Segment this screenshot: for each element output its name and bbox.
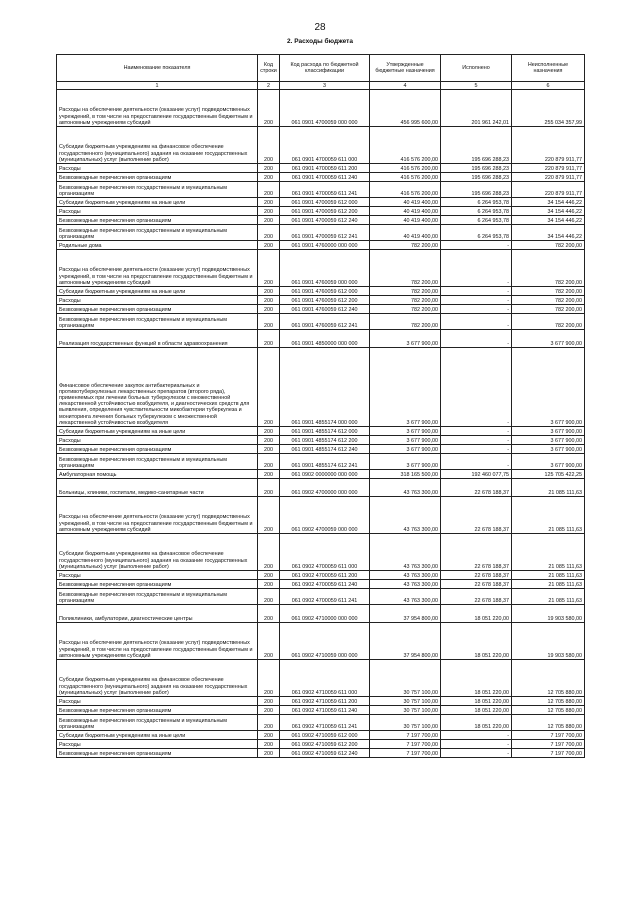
header-line-code: Код строки bbox=[258, 55, 280, 82]
row-unexecuted-amount: 7 197 700,00 bbox=[512, 740, 585, 749]
header-unexecuted: Неисполненные назначения bbox=[512, 55, 585, 82]
row-classification-code: 061 0902 0000000 000 000 bbox=[280, 470, 370, 479]
row-unexecuted-amount: 220 879 911,77 bbox=[512, 182, 585, 198]
header-name: Наименование показателя bbox=[57, 55, 258, 82]
row-name: Безвозмездные перечисления организациям bbox=[57, 173, 258, 182]
row-line-code: 200 bbox=[258, 623, 280, 660]
row-name: Безвозмездные перечисления государственным и муниципальным организациям bbox=[57, 454, 258, 470]
row-unexecuted-amount: 34 154 446,22 bbox=[512, 216, 585, 225]
row-executed-amount: 22 678 188,37 bbox=[441, 479, 512, 497]
row-name: Расходы bbox=[57, 740, 258, 749]
row-executed-amount: - bbox=[441, 250, 512, 287]
row-line-code: 200 bbox=[258, 427, 280, 436]
row-approved-amount: 782 200,00 bbox=[370, 241, 441, 250]
row-line-code: 200 bbox=[258, 445, 280, 454]
row-name: Расходы bbox=[57, 296, 258, 305]
row-approved-amount: 782 200,00 bbox=[370, 296, 441, 305]
row-unexecuted-amount: 782 200,00 bbox=[512, 305, 585, 314]
row-name: Реализация государственных функций в области здравоохранения bbox=[57, 330, 258, 348]
table-row bbox=[57, 164, 585, 173]
row-name: Расходы bbox=[57, 164, 258, 173]
table-row bbox=[57, 173, 585, 182]
row-line-code: 200 bbox=[258, 706, 280, 715]
row-unexecuted-amount: 3 677 900,00 bbox=[512, 427, 585, 436]
row-name: Финансовое обеспечение закупок антибактериальных и противотуберкулезных лекарственных препаратов (второго ряда), применяемых при лечении больных туберкулезом с множественной лекарственной устойчивостью возбудителя, и диагностических средств для выявления, определения чувствительности микобактерии туберкулеза и мониторинга лечения больных туберкулезом с множественной лекарственной устойчивостью возбудителя bbox=[57, 348, 258, 427]
row-unexecuted-amount: 12 705 880,00 bbox=[512, 706, 585, 715]
row-approved-amount: 43 763 300,00 bbox=[370, 497, 441, 534]
row-name: Расходы bbox=[57, 697, 258, 706]
row-classification-code: 061 0901 4855174 612 241 bbox=[280, 454, 370, 470]
column-number: 4 bbox=[370, 82, 441, 90]
row-line-code: 200 bbox=[258, 198, 280, 207]
row-classification-code: 061 0901 4855174 612 000 bbox=[280, 427, 370, 436]
table-row bbox=[57, 740, 585, 749]
table-row bbox=[57, 534, 585, 571]
row-name: Расходы на обеспечение деятельности (оказание услуг) подведомственных учреждений, в том числе на предоставление государственным бюджетным и автономным учреждениям субсидий bbox=[57, 497, 258, 534]
row-line-code: 200 bbox=[258, 296, 280, 305]
row-approved-amount: 416 576 200,00 bbox=[370, 164, 441, 173]
row-executed-amount: 195 696 288,23 bbox=[441, 127, 512, 164]
row-line-code: 200 bbox=[258, 605, 280, 623]
row-approved-amount: 3 677 900,00 bbox=[370, 454, 441, 470]
row-name: Субсидии бюджетным учреждениям на финансовое обеспечение государственного (муниципального) задания на оказание государственных (муниципальных) услуг (выполнение работ) bbox=[57, 127, 258, 164]
row-unexecuted-amount: 3 677 900,00 bbox=[512, 330, 585, 348]
row-name: Расходы bbox=[57, 436, 258, 445]
table-row bbox=[57, 225, 585, 241]
row-approved-amount: 456 995 600,00 bbox=[370, 90, 441, 127]
row-approved-amount: 7 197 700,00 bbox=[370, 731, 441, 740]
row-classification-code: 061 0901 4700059 611 240 bbox=[280, 173, 370, 182]
row-name: Расходы на обеспечение деятельности (оказание услуг) подведомственных учреждений, в том числе на предоставление государственным бюджетным и автономным учреждениям субсидий bbox=[57, 623, 258, 660]
expenditure-table bbox=[56, 54, 585, 758]
table-row bbox=[57, 241, 585, 250]
row-line-code: 200 bbox=[258, 580, 280, 589]
table-row bbox=[57, 497, 585, 534]
row-executed-amount: 195 696 288,23 bbox=[441, 182, 512, 198]
row-executed-amount: - bbox=[441, 287, 512, 296]
table-row bbox=[57, 250, 585, 287]
table-row bbox=[57, 127, 585, 164]
row-unexecuted-amount: 220 879 911,77 bbox=[512, 173, 585, 182]
row-unexecuted-amount: 782 200,00 bbox=[512, 314, 585, 330]
row-line-code: 200 bbox=[258, 90, 280, 127]
row-unexecuted-amount: 3 677 900,00 bbox=[512, 348, 585, 427]
row-executed-amount: - bbox=[441, 731, 512, 740]
row-name: Субсидии бюджетным учреждениям на финансовое обеспечение государственного (муниципального) задания на оказание государственных (муниципальных) услуг (выполнение работ) bbox=[57, 660, 258, 697]
row-executed-amount: - bbox=[441, 454, 512, 470]
row-line-code: 200 bbox=[258, 216, 280, 225]
row-unexecuted-amount: 782 200,00 bbox=[512, 241, 585, 250]
row-executed-amount: 201 961 242,01 bbox=[441, 90, 512, 127]
table-row bbox=[57, 90, 585, 127]
row-unexecuted-amount: 3 677 900,00 bbox=[512, 454, 585, 470]
row-classification-code: 061 0901 4700059 000 000 bbox=[280, 90, 370, 127]
row-classification-code: 061 0902 4710000 000 000 bbox=[280, 605, 370, 623]
row-line-code: 200 bbox=[258, 454, 280, 470]
row-classification-code: 061 0901 4700059 611 200 bbox=[280, 164, 370, 173]
row-approved-amount: 782 200,00 bbox=[370, 305, 441, 314]
row-classification-code: 061 0901 4855174 612 200 bbox=[280, 436, 370, 445]
row-approved-amount: 7 197 700,00 bbox=[370, 740, 441, 749]
row-classification-code: 061 0902 4710059 612 240 bbox=[280, 749, 370, 758]
row-name: Расходы bbox=[57, 571, 258, 580]
row-unexecuted-amount: 34 154 446,22 bbox=[512, 198, 585, 207]
row-unexecuted-amount: 21 085 111,63 bbox=[512, 497, 585, 534]
row-line-code: 200 bbox=[258, 697, 280, 706]
row-name: Безвозмездные перечисления организациям bbox=[57, 445, 258, 454]
table-row bbox=[57, 287, 585, 296]
header-classification: Код расхода по бюджетной классификации bbox=[280, 55, 370, 82]
row-classification-code: 061 0901 4700059 612 200 bbox=[280, 207, 370, 216]
row-name: Расходы на обеспечение деятельности (оказание услуг) подведомственных учреждений, в том числе на предоставление государственным бюджетным и автономным учреждениям субсидий bbox=[57, 90, 258, 127]
row-line-code: 200 bbox=[258, 241, 280, 250]
row-classification-code: 061 0901 4760059 612 240 bbox=[280, 305, 370, 314]
row-approved-amount: 318 165 500,00 bbox=[370, 470, 441, 479]
row-approved-amount: 43 763 300,00 bbox=[370, 479, 441, 497]
row-executed-amount: 192 460 077,75 bbox=[441, 470, 512, 479]
row-unexecuted-amount: 21 085 111,63 bbox=[512, 589, 585, 605]
row-name: Безвозмездные перечисления организациям bbox=[57, 216, 258, 225]
row-unexecuted-amount: 782 200,00 bbox=[512, 250, 585, 287]
row-line-code: 200 bbox=[258, 715, 280, 731]
row-executed-amount: - bbox=[441, 740, 512, 749]
header-executed: Исполнено bbox=[441, 55, 512, 82]
row-unexecuted-amount: 19 903 580,00 bbox=[512, 605, 585, 623]
row-name: Безвозмездные перечисления организациям bbox=[57, 749, 258, 758]
row-unexecuted-amount: 220 879 911,77 bbox=[512, 164, 585, 173]
row-classification-code: 061 0902 4710059 611 240 bbox=[280, 706, 370, 715]
row-approved-amount: 40 419 400,00 bbox=[370, 207, 441, 216]
table-row bbox=[57, 623, 585, 660]
row-executed-amount: - bbox=[441, 749, 512, 758]
row-line-code: 200 bbox=[258, 250, 280, 287]
row-name: Больницы, клиники, госпитали, медико-санитарные части bbox=[57, 479, 258, 497]
row-executed-amount: 18 051 220,00 bbox=[441, 697, 512, 706]
row-line-code: 200 bbox=[258, 660, 280, 697]
row-unexecuted-amount: 12 705 880,00 bbox=[512, 697, 585, 706]
table-row bbox=[57, 749, 585, 758]
row-approved-amount: 30 757 100,00 bbox=[370, 697, 441, 706]
row-name: Амбулаторная помощь bbox=[57, 470, 258, 479]
row-approved-amount: 416 576 200,00 bbox=[370, 173, 441, 182]
row-line-code: 200 bbox=[258, 470, 280, 479]
row-executed-amount: - bbox=[441, 427, 512, 436]
row-classification-code: 061 0902 4700059 000 000 bbox=[280, 497, 370, 534]
row-unexecuted-amount: 21 085 111,63 bbox=[512, 580, 585, 589]
table-body bbox=[57, 90, 585, 758]
row-approved-amount: 3 677 900,00 bbox=[370, 348, 441, 427]
row-line-code: 200 bbox=[258, 348, 280, 427]
table-row bbox=[57, 571, 585, 580]
row-executed-amount: - bbox=[441, 305, 512, 314]
row-name: Субсидии бюджетным учреждениям на иные цели bbox=[57, 287, 258, 296]
row-classification-code: 061 0901 4700059 612 000 bbox=[280, 198, 370, 207]
row-line-code: 200 bbox=[258, 740, 280, 749]
row-approved-amount: 3 677 900,00 bbox=[370, 445, 441, 454]
row-approved-amount: 40 419 400,00 bbox=[370, 198, 441, 207]
table-row bbox=[57, 427, 585, 436]
row-classification-code: 061 0901 4855174 000 000 bbox=[280, 348, 370, 427]
row-unexecuted-amount: 782 200,00 bbox=[512, 287, 585, 296]
row-executed-amount: 18 051 220,00 bbox=[441, 706, 512, 715]
table-row bbox=[57, 198, 585, 207]
row-name: Безвозмездные перечисления государственным и муниципальным организациям bbox=[57, 314, 258, 330]
row-classification-code: 061 0901 4760059 612 200 bbox=[280, 296, 370, 305]
row-executed-amount: 18 051 220,00 bbox=[441, 715, 512, 731]
row-executed-amount: - bbox=[441, 330, 512, 348]
row-classification-code: 061 0901 4760059 612 000 bbox=[280, 287, 370, 296]
row-approved-amount: 40 419 400,00 bbox=[370, 225, 441, 241]
row-approved-amount: 30 757 100,00 bbox=[370, 706, 441, 715]
row-executed-amount: 22 678 188,37 bbox=[441, 580, 512, 589]
row-line-code: 200 bbox=[258, 305, 280, 314]
table-row bbox=[57, 605, 585, 623]
row-executed-amount: 6 264 953,78 bbox=[441, 225, 512, 241]
row-classification-code: 061 0901 4850000 000 000 bbox=[280, 330, 370, 348]
row-name: Безвозмездные перечисления организациям bbox=[57, 580, 258, 589]
row-classification-code: 061 0902 4710059 611 000 bbox=[280, 660, 370, 697]
row-executed-amount: 22 678 188,37 bbox=[441, 497, 512, 534]
column-number: 5 bbox=[441, 82, 512, 90]
row-approved-amount: 3 677 900,00 bbox=[370, 427, 441, 436]
table-row bbox=[57, 479, 585, 497]
row-line-code: 200 bbox=[258, 731, 280, 740]
row-executed-amount: - bbox=[441, 348, 512, 427]
row-classification-code: 061 0902 4710059 611 200 bbox=[280, 697, 370, 706]
row-classification-code: 061 0901 4700059 611 000 bbox=[280, 127, 370, 164]
row-unexecuted-amount: 255 034 357,99 bbox=[512, 90, 585, 127]
table-row bbox=[57, 296, 585, 305]
table-row bbox=[57, 348, 585, 427]
row-classification-code: 061 0902 4710059 611 241 bbox=[280, 715, 370, 731]
row-executed-amount: 18 051 220,00 bbox=[441, 660, 512, 697]
row-executed-amount: 6 264 953,78 bbox=[441, 207, 512, 216]
table-row bbox=[57, 697, 585, 706]
row-name: Субсидии бюджетным учреждениям на финансовое обеспечение государственного (муниципального) задания на оказание государственных (муниципальных) услуг (выполнение работ) bbox=[57, 534, 258, 571]
row-approved-amount: 416 576 200,00 bbox=[370, 127, 441, 164]
table-row bbox=[57, 589, 585, 605]
row-unexecuted-amount: 3 677 900,00 bbox=[512, 445, 585, 454]
row-name: Безвозмездные перечисления государственным и муниципальным организациям bbox=[57, 225, 258, 241]
row-executed-amount: 195 696 288,23 bbox=[441, 164, 512, 173]
row-classification-code: 061 0901 4700059 612 241 bbox=[280, 225, 370, 241]
row-unexecuted-amount: 19 903 580,00 bbox=[512, 623, 585, 660]
row-approved-amount: 3 677 900,00 bbox=[370, 330, 441, 348]
row-unexecuted-amount: 3 677 900,00 bbox=[512, 436, 585, 445]
table-row bbox=[57, 216, 585, 225]
row-classification-code: 061 0901 4760000 000 000 bbox=[280, 241, 370, 250]
row-executed-amount: - bbox=[441, 314, 512, 330]
row-classification-code: 061 0902 4700000 000 000 bbox=[280, 479, 370, 497]
row-line-code: 200 bbox=[258, 571, 280, 580]
row-line-code: 200 bbox=[258, 127, 280, 164]
row-executed-amount: - bbox=[441, 436, 512, 445]
row-name: Безвозмездные перечисления организациям bbox=[57, 706, 258, 715]
row-line-code: 200 bbox=[258, 479, 280, 497]
column-number: 6 bbox=[512, 82, 585, 90]
column-number-row bbox=[57, 82, 585, 90]
row-executed-amount: 195 696 288,23 bbox=[441, 173, 512, 182]
row-approved-amount: 43 763 300,00 bbox=[370, 580, 441, 589]
row-name: Поликлиники, амбулатории, диагностические центры bbox=[57, 605, 258, 623]
row-name: Расходы на обеспечение деятельности (оказание услуг) подведомственных учреждений, в том числе на предоставление государственным бюджетным и автономным учреждениям субсидий bbox=[57, 250, 258, 287]
table-row bbox=[57, 660, 585, 697]
row-executed-amount: 22 678 188,37 bbox=[441, 571, 512, 580]
column-number: 2 bbox=[258, 82, 280, 90]
row-name: Безвозмездные перечисления государственным и муниципальным организациям bbox=[57, 589, 258, 605]
row-approved-amount: 30 757 100,00 bbox=[370, 660, 441, 697]
row-line-code: 200 bbox=[258, 436, 280, 445]
table-row bbox=[57, 305, 585, 314]
table-row bbox=[57, 314, 585, 330]
table-row bbox=[57, 454, 585, 470]
column-number: 1 bbox=[57, 82, 258, 90]
row-line-code: 200 bbox=[258, 182, 280, 198]
row-name: Субсидии бюджетным учреждениям на иные цели bbox=[57, 731, 258, 740]
row-line-code: 200 bbox=[258, 314, 280, 330]
header-approved: Утвержденные бюджетные назначения bbox=[370, 55, 441, 82]
row-line-code: 200 bbox=[258, 164, 280, 173]
row-name: Родильные дома bbox=[57, 241, 258, 250]
section-title: 2. Расходы бюджета bbox=[287, 38, 353, 45]
row-line-code: 200 bbox=[258, 225, 280, 241]
row-classification-code: 061 0902 4700059 611 200 bbox=[280, 571, 370, 580]
row-name: Безвозмездные перечисления государственным и муниципальным организациям bbox=[57, 182, 258, 198]
row-approved-amount: 782 200,00 bbox=[370, 287, 441, 296]
table-row bbox=[57, 706, 585, 715]
row-approved-amount: 37 954 800,00 bbox=[370, 605, 441, 623]
row-approved-amount: 43 763 300,00 bbox=[370, 534, 441, 571]
row-unexecuted-amount: 782 200,00 bbox=[512, 296, 585, 305]
row-classification-code: 061 0901 4700059 611 241 bbox=[280, 182, 370, 198]
row-classification-code: 061 0902 4710059 000 000 bbox=[280, 623, 370, 660]
row-line-code: 200 bbox=[258, 589, 280, 605]
row-approved-amount: 30 757 100,00 bbox=[370, 715, 441, 731]
row-unexecuted-amount: 34 154 446,22 bbox=[512, 225, 585, 241]
row-classification-code: 061 0902 4710059 612 200 bbox=[280, 740, 370, 749]
row-executed-amount: 22 678 188,37 bbox=[441, 534, 512, 571]
row-executed-amount: 6 264 953,78 bbox=[441, 216, 512, 225]
table-row bbox=[57, 207, 585, 216]
row-approved-amount: 782 200,00 bbox=[370, 250, 441, 287]
row-classification-code: 061 0901 4760059 000 000 bbox=[280, 250, 370, 287]
row-name: Субсидии бюджетным учреждениям на иные цели bbox=[57, 427, 258, 436]
table-row bbox=[57, 330, 585, 348]
row-approved-amount: 3 677 900,00 bbox=[370, 436, 441, 445]
table-row bbox=[57, 445, 585, 454]
row-executed-amount: 18 051 220,00 bbox=[441, 623, 512, 660]
row-executed-amount: 18 051 220,00 bbox=[441, 605, 512, 623]
row-line-code: 200 bbox=[258, 173, 280, 182]
row-name: Субсидии бюджетным учреждениям на иные цели bbox=[57, 198, 258, 207]
row-line-code: 200 bbox=[258, 287, 280, 296]
row-approved-amount: 43 763 300,00 bbox=[370, 571, 441, 580]
table-row bbox=[57, 715, 585, 731]
row-line-code: 200 bbox=[258, 207, 280, 216]
row-unexecuted-amount: 21 085 111,63 bbox=[512, 534, 585, 571]
row-name: Расходы bbox=[57, 207, 258, 216]
table-row bbox=[57, 731, 585, 740]
row-unexecuted-amount: 12 705 880,00 bbox=[512, 660, 585, 697]
row-line-code: 200 bbox=[258, 749, 280, 758]
row-unexecuted-amount: 12 705 880,00 bbox=[512, 715, 585, 731]
table-row bbox=[57, 580, 585, 589]
row-approved-amount: 416 576 200,00 bbox=[370, 182, 441, 198]
row-classification-code: 061 0901 4855174 612 240 bbox=[280, 445, 370, 454]
row-unexecuted-amount: 7 197 700,00 bbox=[512, 749, 585, 758]
row-unexecuted-amount: 220 879 911,77 bbox=[512, 127, 585, 164]
row-unexecuted-amount: 34 154 446,22 bbox=[512, 207, 585, 216]
row-executed-amount: 22 678 188,37 bbox=[441, 589, 512, 605]
row-executed-amount: - bbox=[441, 296, 512, 305]
table-header-row bbox=[57, 55, 585, 82]
row-classification-code: 061 0902 4700059 611 241 bbox=[280, 589, 370, 605]
column-number: 3 bbox=[280, 82, 370, 90]
table-row bbox=[57, 182, 585, 198]
table-row bbox=[57, 436, 585, 445]
row-approved-amount: 37 954 800,00 bbox=[370, 623, 441, 660]
row-executed-amount: - bbox=[441, 445, 512, 454]
row-unexecuted-amount: 125 705 422,25 bbox=[512, 470, 585, 479]
row-executed-amount: - bbox=[441, 241, 512, 250]
row-unexecuted-amount: 21 085 111,63 bbox=[512, 479, 585, 497]
row-unexecuted-amount: 21 085 111,63 bbox=[512, 571, 585, 580]
row-classification-code: 061 0902 4710059 612 000 bbox=[280, 731, 370, 740]
row-approved-amount: 7 197 700,00 bbox=[370, 749, 441, 758]
row-approved-amount: 43 763 300,00 bbox=[370, 589, 441, 605]
table-row bbox=[57, 470, 585, 479]
row-classification-code: 061 0902 4700059 611 000 bbox=[280, 534, 370, 571]
row-approved-amount: 40 419 400,00 bbox=[370, 216, 441, 225]
row-unexecuted-amount: 7 197 700,00 bbox=[512, 731, 585, 740]
row-classification-code: 061 0901 4700059 612 240 bbox=[280, 216, 370, 225]
row-name: Безвозмездные перечисления организациям bbox=[57, 305, 258, 314]
row-line-code: 200 bbox=[258, 534, 280, 571]
row-name: Безвозмездные перечисления государственным и муниципальным организациям bbox=[57, 715, 258, 731]
row-line-code: 200 bbox=[258, 497, 280, 534]
row-classification-code: 061 0901 4760059 612 241 bbox=[280, 314, 370, 330]
row-classification-code: 061 0902 4700059 611 240 bbox=[280, 580, 370, 589]
page-number: 28 bbox=[314, 22, 326, 33]
row-approved-amount: 782 200,00 bbox=[370, 314, 441, 330]
row-executed-amount: 6 264 953,78 bbox=[441, 198, 512, 207]
row-line-code: 200 bbox=[258, 330, 280, 348]
